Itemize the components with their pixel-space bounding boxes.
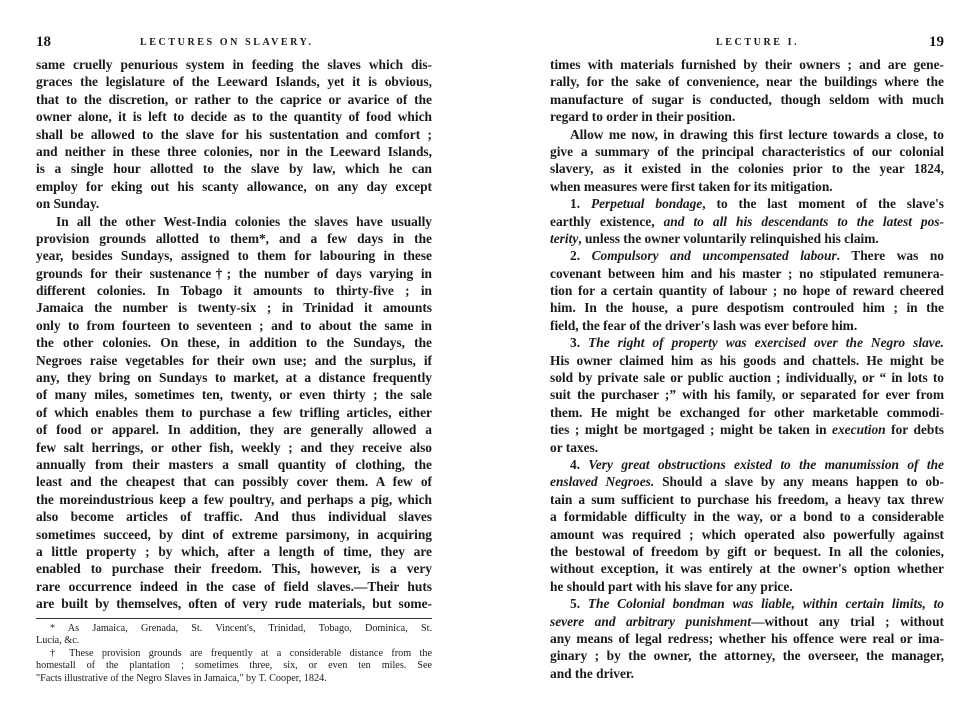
text-line	[550, 578, 944, 595]
text-segment: give a summary of the principal characteristics of our colonial	[550, 143, 944, 159]
page-number-right: 19	[929, 34, 944, 50]
footnote-line: † These provision grounds are frequently at a considerable distance from the	[50, 647, 432, 659]
text-line	[550, 595, 944, 612]
text-line: the other colonies. On these, in addition to the Sundays, the	[36, 335, 432, 351]
text-line: only to from fourteen to seventeen ; and to about the same in	[36, 317, 432, 333]
text-segment: earthly existence,	[550, 213, 664, 229]
text-line	[550, 126, 944, 143]
text-segment: sold by private sale or public auction ; individually, or “ in lots to	[550, 370, 944, 386]
text-segment: regard to order in their position.	[550, 109, 736, 125]
text-segment: tain a sum sufficient to purchase his freedom, a heavy tax threw	[550, 491, 944, 507]
text-line: sometimes succeed, by dint of extreme parsimony, in acquiring	[36, 526, 432, 542]
text-line	[550, 439, 944, 456]
text-line	[550, 73, 944, 90]
text-line: least and the cheapest that can possibly cover them. A few of	[36, 474, 432, 490]
text-segment: a formidable difficulty in the way, or a bond to a considerable	[550, 509, 944, 525]
italic-emphasis: and to all his descendants to the latest pos-	[663, 213, 944, 229]
left-body-text	[36, 56, 432, 613]
text-line	[550, 491, 944, 508]
text-segment: His owner claimed him as his goods and chattels. He might be	[550, 352, 944, 368]
running-head-left	[36, 32, 432, 52]
text-line	[550, 508, 944, 525]
text-segment: the bestowal of freedom by gift or bequest. In all the colonies,	[550, 543, 944, 559]
text-segment: 3.	[570, 335, 589, 351]
text-segment: field, the fear of the driver's lash was ever before him.	[550, 317, 858, 333]
italic-emphasis: terity	[550, 230, 579, 246]
text-line: any, they bring on Sundays to market, at a distance frequently	[36, 370, 432, 386]
text-line	[550, 178, 944, 195]
text-line	[550, 282, 944, 299]
text-line: and neither in these three colonies, nor in the Leeward Islands,	[36, 143, 432, 159]
footnote-line: * As Jamaica, Grenada, St. Vincent's, Trinidad, Tobago, Dominica, St.	[50, 623, 432, 634]
text-segment: he should part with his slave for any price.	[550, 578, 793, 594]
text-segment: times with materials furnished by their owners ; and are gene-	[550, 57, 944, 72]
text-line: provision grounds allotted to them*, and a few days in the	[36, 230, 432, 246]
text-segment: and the driver.	[550, 665, 634, 681]
text-line	[550, 369, 944, 386]
footnotes	[36, 623, 432, 685]
text-segment: Allow me now, in drawing this first lecture towards a close, to	[570, 126, 944, 142]
text-line: same cruelly penurious system in feeding the slaves which dis-	[36, 57, 432, 72]
text-segment: 1.	[570, 196, 591, 212]
text-line: also become articles of traffic. And thus individual slaves	[36, 509, 432, 525]
text-line	[550, 108, 944, 125]
text-line	[550, 334, 944, 351]
italic-emphasis: enslaved Negroes.	[550, 474, 655, 490]
text-segment: for debts	[885, 422, 945, 438]
footnote-line: homestall of the plantation ; sometimes three, six, or even ten miles. See	[36, 660, 432, 672]
text-segment: when measures were first taken for its mitigation.	[550, 178, 833, 194]
text-line	[550, 213, 944, 230]
text-segment: ginary ; by the owner, the attorney, the overseer, the manager,	[550, 648, 944, 664]
text-line: on Sunday.	[36, 196, 100, 212]
text-segment: rally, for the sake of convenience, near the buildings where the	[550, 74, 944, 90]
text-line: of which enables them to purchase a few trifling articles, either	[36, 404, 432, 420]
text-line	[550, 613, 944, 630]
text-line: graces the legislature of the Leeward Islands, yet it is obvious,	[36, 74, 432, 90]
text-segment: or taxes.	[550, 439, 599, 455]
text-line: grounds for their sustenance†; the number of days varying in	[36, 265, 432, 281]
text-line	[550, 299, 944, 316]
text-line: is a single hour allotted to the slave by law, which he can	[36, 161, 432, 177]
text-line: In all the other West-India colonies the slaves have usually	[56, 213, 432, 229]
text-segment: ties ; might be mortgaged ; might be taken in	[550, 422, 833, 438]
text-line: enabled to purchase their freedom. This, however, is a very	[36, 561, 432, 577]
text-segment: any means of legal redress; whether his offence were real or ima-	[550, 630, 944, 646]
text-line: Negroes raise vegetables for their own use; and the surplus, if	[36, 352, 432, 368]
text-segment: —without any trial ; without	[751, 613, 944, 629]
text-line	[550, 647, 944, 664]
text-line: owner alone, it is left to decide as to the quantity of food which	[36, 109, 432, 125]
text-line: of many miles, sometimes ten, twenty, or even thirty ; the sale	[36, 387, 432, 403]
footnote-divider	[36, 618, 432, 620]
text-segment: manufacture of sugar is conducted, though seldom with much	[550, 91, 944, 107]
text-line	[550, 456, 944, 473]
text-line	[550, 160, 944, 177]
text-line: different colonies. In Tobago it amounts to thirty-five ; in	[36, 283, 432, 299]
text-line	[550, 543, 944, 560]
text-segment: . There was no	[836, 248, 944, 264]
text-line	[550, 143, 944, 160]
text-segment: 5.	[570, 596, 588, 612]
text-segment: covenant between him and his master ; no stipulated remunera-	[550, 265, 944, 281]
right-body-text	[550, 56, 944, 682]
text-line: employ for eking out his scanty allowance, on any day except	[36, 178, 432, 194]
italic-emphasis: Compulsory and uncompensated labour	[591, 248, 837, 264]
text-segment: suit the purchaser ;” with his family, or separated for ever from	[550, 387, 944, 403]
italic-emphasis: The right of property was exercised over the Negro slave.	[588, 335, 944, 351]
text-line: shall be allowed to the slave for his sustentation and comfort ;	[36, 126, 432, 142]
text-line	[550, 247, 944, 264]
text-line	[550, 421, 944, 438]
text-segment: tion for a certain quantity of labour ; no hope of reward cheered	[550, 283, 944, 299]
text-line: that to the discretion, or rather to the caprice or avarice of the	[36, 91, 432, 107]
text-line: Jamaica the number is twenty-six ; in Trinidad it amounts	[36, 300, 432, 316]
text-line	[550, 665, 944, 682]
text-segment: , unless the owner voluntarily relinquished his claim.	[578, 230, 879, 246]
running-head-title-left: LECTURES ON SLAVERY.	[140, 37, 314, 48]
text-line	[550, 386, 944, 403]
text-segment: Should a slave by any means happen to ob-	[654, 474, 944, 490]
text-line	[550, 404, 944, 421]
text-line: annually from their masters a small quantity of clothing, the	[36, 456, 432, 472]
italic-emphasis: execution	[832, 422, 886, 438]
footnote-line: Lucia, &c.	[36, 635, 80, 647]
text-line: year, besides Sundays, assigned to them for labouring in these	[36, 248, 432, 264]
running-head-title-right: LECTURE I.	[716, 37, 800, 48]
text-segment: amount was required ; which operated also powerfully against	[550, 526, 944, 542]
text-line	[550, 265, 944, 282]
footnote-line: "Facts illustrative of the Negro Slaves in Jamaica," by T. Cooper, 1824.	[36, 672, 327, 684]
text-line: few salt herrings, or other fish, weekly ; and they receive also	[36, 439, 432, 455]
text-segment: 4.	[570, 456, 589, 472]
text-line	[550, 560, 944, 577]
text-line	[550, 526, 944, 543]
text-segment: , to the last moment of the slave's	[702, 196, 944, 212]
text-segment: him. In the house, a pure despotism controuled him ; in the	[550, 300, 944, 316]
text-line	[550, 473, 944, 490]
text-segment: 2.	[570, 248, 592, 264]
text-line: are built by themselves, often of very rude materials, but some-	[36, 596, 432, 612]
text-segment: without exception, it was entirely at the owner's option whether	[550, 561, 944, 577]
italic-emphasis: Perpetual bondage	[590, 196, 703, 212]
running-head-right	[550, 32, 944, 52]
text-line: rare occurrence indeed in the case of field slaves.—Their huts	[36, 578, 432, 594]
text-segment: slavery, as it existed in the colonies prior to the year 1824,	[550, 161, 944, 177]
text-line	[550, 317, 944, 334]
text-line: of food or apparel. In addition, they are generally allowed a	[36, 422, 432, 438]
text-segment: them. He might be exchanged for other marketable commodi-	[550, 404, 944, 420]
text-line: a little property ; by which, after a length of time, they are	[36, 543, 432, 559]
text-line	[550, 630, 944, 647]
page-number-left: 18	[36, 34, 51, 50]
text-line	[550, 195, 944, 212]
text-line	[550, 352, 944, 369]
italic-emphasis: The Colonial bondman was liable, within certain limits, to	[587, 596, 944, 612]
text-line	[550, 230, 944, 247]
italic-emphasis: Very great obstructions existed to the manumission of the	[588, 456, 944, 472]
text-line: the moreindustrious keep a few poultry, and perhaps a pig, which	[36, 491, 432, 507]
italic-emphasis: severe and arbitrary punishment	[550, 613, 752, 629]
text-line	[550, 56, 944, 73]
text-line	[550, 91, 944, 108]
